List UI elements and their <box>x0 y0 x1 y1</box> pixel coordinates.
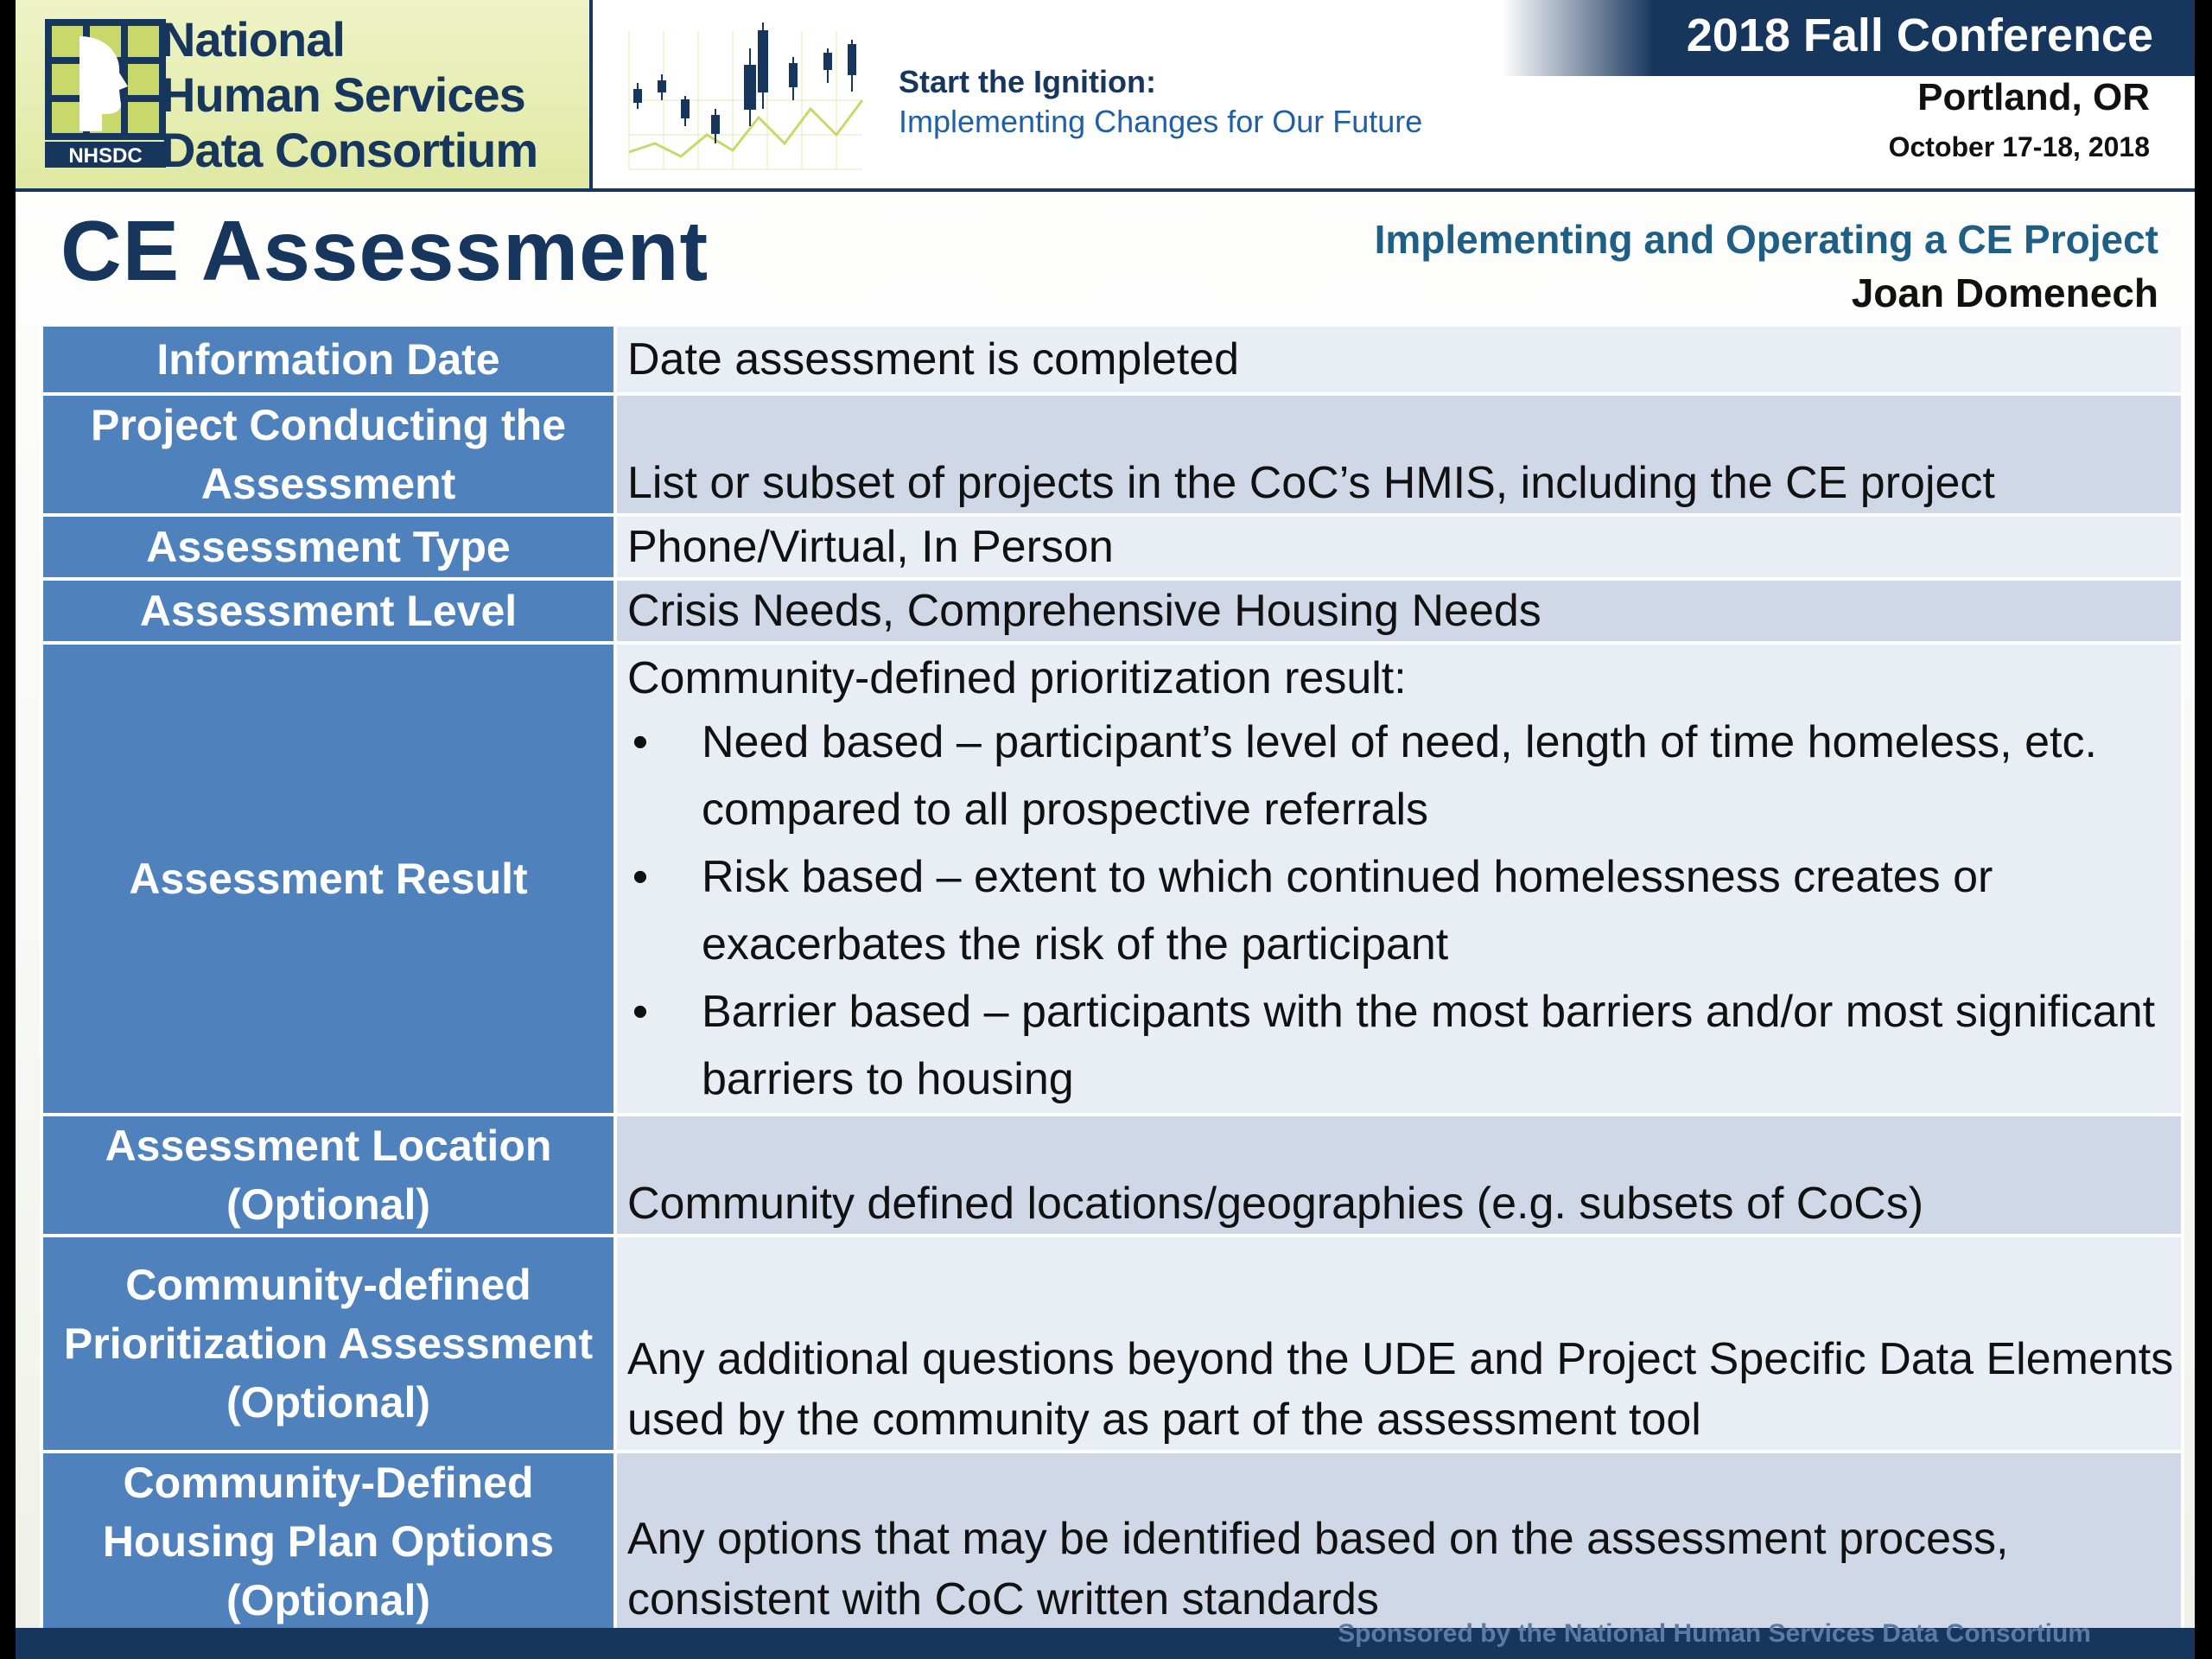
row-label: Assessment Result <box>41 643 615 1115</box>
bullet-icon: • <box>632 717 649 767</box>
conference-dates: October 17-18, 2018 <box>1888 131 2150 162</box>
row-value: Any options that may be identified based on the assessment process, consistent with CoC written standards <box>615 1452 2183 1631</box>
row-value: Community defined locations/geographies (e.g. subsets of CoCs) <box>615 1115 2183 1236</box>
result-intro: Community-defined prioritization result: <box>627 653 1407 703</box>
table-row <box>41 643 2183 1115</box>
result-bullets <box>627 709 2181 1113</box>
header <box>16 0 2195 192</box>
table-row <box>41 1452 2183 1631</box>
candlestick-chart-icon <box>620 14 880 178</box>
assessment-table <box>40 323 2184 1633</box>
org-name-line-2: Human Services <box>161 67 525 122</box>
row-label: Information Date <box>41 325 615 394</box>
row-value: Phone/Virtual, In Person <box>615 515 2183 579</box>
table-row <box>41 1236 2183 1452</box>
row-label: Assessment Type <box>41 515 615 579</box>
org-name-line-1: National <box>161 12 345 67</box>
table-row <box>41 515 2183 579</box>
bullet-icon: • <box>632 852 649 902</box>
row-value: Crisis Needs, Comprehensive Housing Needs <box>615 579 2183 643</box>
table-row <box>41 394 2183 515</box>
row-label: Community-Defined Housing Plan Options (Optional) <box>41 1452 615 1631</box>
conference-banner <box>1502 0 2195 76</box>
conference-title: 2018 Fall Conference <box>1686 10 2153 61</box>
slide <box>16 0 2195 1659</box>
table-row <box>41 579 2183 643</box>
row-label: Assessment Level <box>41 579 615 643</box>
tagline <box>899 62 1422 142</box>
row-label: Project Conducting the Assessment <box>41 394 615 515</box>
org-name-line-3: Data Consortium <box>161 123 538 177</box>
session-title: Implementing and Operating a CE Project <box>1374 217 2158 262</box>
table-row <box>41 1115 2183 1236</box>
nhsdc-logo-icon <box>45 19 166 168</box>
row-value: Date assessment is completed <box>615 325 2183 394</box>
presenter-name: Joan Domenech <box>1851 270 2158 315</box>
row-label: Assessment Location (Optional) <box>41 1115 615 1236</box>
table-row <box>41 325 2183 394</box>
bullet-text: Need based – participant’s level of need, length of time homeless, etc. compared to all prospective referrals <box>702 717 2097 835</box>
logo-panel <box>16 0 593 188</box>
org-name <box>161 12 537 178</box>
page-title: CE Assessment <box>60 203 709 298</box>
footer-text: Sponsored by the National Human Services Data Consortium <box>1338 1619 2091 1648</box>
row-label: Community-defined Prioritization Assessment (Optional) <box>41 1236 615 1452</box>
list-item <box>627 709 2181 843</box>
list-item <box>627 978 2181 1113</box>
tagline-line-1: Start the Ignition: <box>899 64 1156 99</box>
bullet-icon: • <box>632 987 649 1037</box>
row-value: Any additional questions beyond the UDE and Project Specific Data Elements used by the community as part of the assessment tool <box>615 1236 2183 1452</box>
bullet-text: Risk based – extent to which continued homelessness creates or exacerbates the risk of the participant <box>702 852 1993 969</box>
tagline-line-2: Implementing Changes for Our Future <box>899 104 1423 139</box>
row-value: List or subset of projects in the CoC’s HMIS, including the CE project <box>615 394 2183 515</box>
row-value <box>615 643 2183 1115</box>
conference-city: Portland, OR <box>1917 76 2150 118</box>
logo-text: NHSDC <box>68 144 143 168</box>
bullet-text: Barrier based – participants with the most barriers and/or most significant barriers to housing <box>702 987 2156 1104</box>
list-item <box>627 843 2181 978</box>
